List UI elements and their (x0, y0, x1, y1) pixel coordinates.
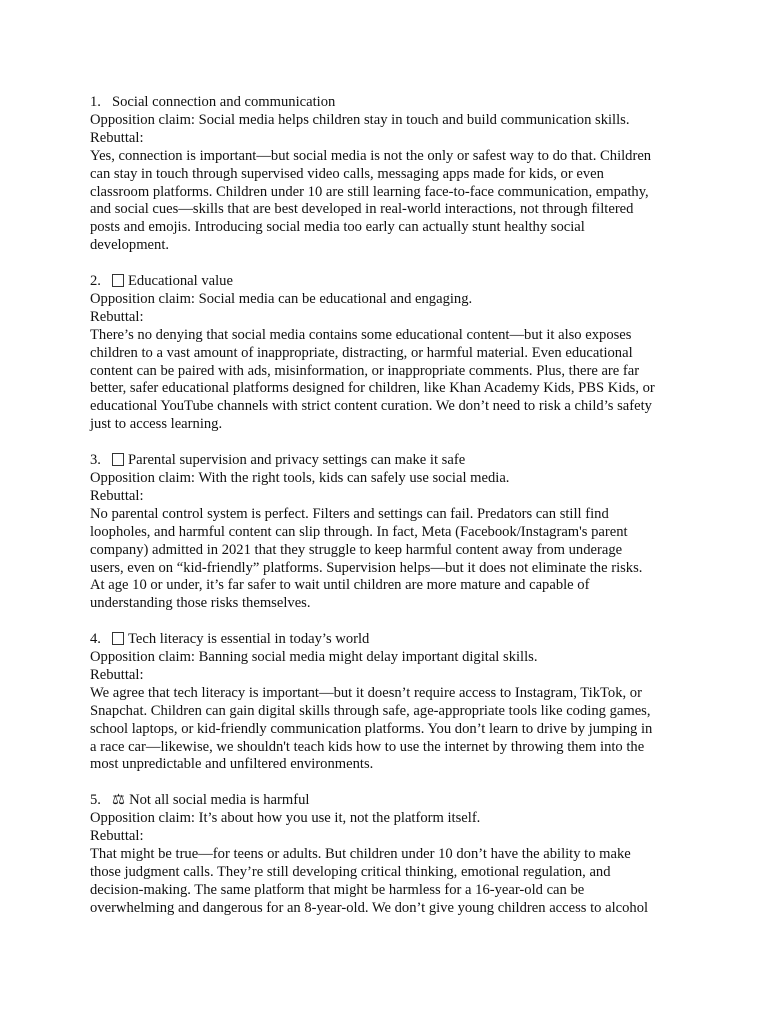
rebuttal-line: development. (90, 237, 170, 254)
rebuttal-line: those judgment calls. They’re still developing critical thinking, emotional regulation, and (90, 863, 611, 880)
section-number: 3. (90, 452, 101, 469)
rebuttal-line: better, safer educational platforms designed for children, like Khan Academy Kids, PBS Kids, or (90, 380, 655, 397)
missing-glyph-icon (112, 453, 124, 466)
section-heading (90, 94, 690, 112)
rebuttal-line: No parental control system is perfect. Filters and settings can fail. Predators can still find (90, 505, 609, 522)
section-title: Tech literacy is essential in today’s world (128, 631, 370, 648)
rebuttal-line: decision-making. The same platform that might be harmless for a 16-year-old can be (90, 881, 585, 898)
opposition-claim: Opposition claim: With the right tools, kids can safely use social media. (90, 470, 510, 486)
opposition-claim: Opposition claim: It’s about how you use it, not the platform itself. (90, 810, 481, 827)
rebuttal-line: overwhelming and dangerous for an 8-year-old. We don’t give young children access to alcohol (90, 899, 649, 916)
rebuttal-line: loopholes, and harmful content can slip through. In fact, Meta (Facebook/Instagram's parent (90, 523, 628, 540)
rebuttal-label: Rebuttal: (90, 487, 144, 504)
rebuttal-line: content can be paired with ads, misinformation, or inappropriate comments. Plus, there are far (90, 362, 640, 379)
rebuttal-line: and social cues—skills that are best developed in real-world interactions, not through filtered (90, 201, 634, 218)
rebuttal-line: classroom platforms. Children under 10 are still learning face-to-face communication, empathy, (90, 183, 649, 200)
section-heading (90, 273, 690, 291)
missing-glyph-icon (112, 274, 124, 287)
scales-icon: ⚖ (112, 792, 126, 809)
rebuttal-line: There’s no denying that social media contains some educational content—but it also exposes (90, 326, 632, 343)
section-heading (90, 631, 690, 649)
rebuttal-label: Rebuttal: (90, 828, 144, 845)
opposition-claim: Opposition claim: Social media helps children stay in touch and build communication skills. (90, 111, 630, 128)
section-number: 5. (90, 792, 101, 809)
rebuttal-line: educational YouTube channels with strict content curation. We don’t need to risk a child’s safety (90, 398, 652, 415)
opposition-claim: Opposition claim: Banning social media might delay important digital skills. (90, 649, 538, 666)
rebuttal-line: That might be true—for teens or adults. But children under 10 don’t have the ability to make (90, 846, 631, 862)
rebuttal-line: can stay in touch through supervised video calls, messaging apps made for kids, or even (90, 165, 604, 182)
section-1 (90, 94, 690, 255)
rebuttal-line: posts and emojis. Introducing social media too early can actually stunt healthy social (90, 219, 585, 236)
rebuttal-label: Rebuttal: (90, 308, 144, 325)
opposition-claim: Opposition claim: Social media can be educational and engaging. (90, 290, 473, 307)
rebuttal-line: school laptops, or kid-friendly communication platforms. You don’t learn to drive by jumping in (90, 720, 653, 737)
rebuttal-line: company) admitted in 2021 that they struggle to keep harmful content away from underage (90, 541, 623, 558)
rebuttal-line: Snapchat. Children can gain digital skills through safe, age-appropriate tools like coding games, (90, 702, 651, 719)
section-heading (90, 792, 690, 810)
section-title: Parental supervision and privacy settings can make it safe (128, 452, 466, 469)
section-title: Not all social media is harmful (129, 792, 310, 809)
rebuttal-line: Yes, connection is important—but social media is not the only or safest way to do that. Children (90, 147, 652, 164)
section-number: 4. (90, 631, 101, 648)
rebuttal-line: users, even on “kid-friendly” platforms. Supervision helps—but it does not eliminate the risks. (90, 559, 643, 576)
rebuttal-line: just to access learning. (90, 416, 223, 433)
rebuttal-label: Rebuttal: (90, 666, 144, 683)
section-4 (90, 631, 690, 774)
section-number: 2. (90, 273, 101, 290)
rebuttal-line: We agree that tech literacy is important—but it doesn’t require access to Instagram, TikTok, or (90, 684, 642, 701)
rebuttal-line: most unpredictable and unfiltered environments. (90, 756, 374, 773)
section-3 (90, 452, 690, 613)
rebuttal-line: a race car—likewise, we shouldn't teach kids how to use the internet by throwing them into the (90, 738, 645, 755)
document-page (90, 94, 690, 936)
rebuttal-line: understanding those risks themselves. (90, 595, 311, 612)
section-number: 1. (90, 94, 101, 110)
rebuttal-line: At age 10 or under, it’s far safer to wait until children are more mature and capable of (90, 577, 590, 594)
rebuttal-label: Rebuttal: (90, 129, 144, 146)
section-title: Educational value (128, 273, 233, 290)
section-2 (90, 273, 690, 434)
section-5 (90, 792, 690, 917)
section-title: Social connection and communication (112, 94, 336, 110)
missing-glyph-icon (112, 632, 124, 645)
section-heading (90, 452, 690, 470)
rebuttal-line: children to a vast amount of inappropriate, distracting, or harmful material. Even educational (90, 344, 633, 361)
